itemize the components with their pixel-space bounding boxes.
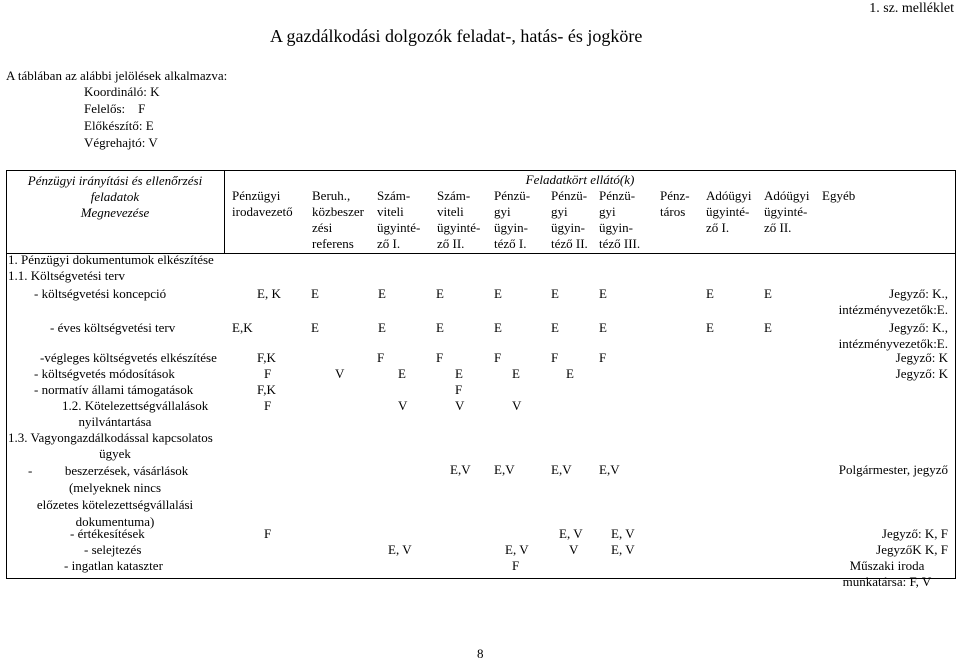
- table-cell: V: [512, 398, 522, 413]
- row-label: - értékesítések: [70, 526, 145, 541]
- table-cell: F,K: [257, 382, 276, 397]
- other-cell: Jegyző: K., intézményvezetők:E.: [838, 320, 948, 351]
- table-cell: F: [264, 526, 272, 541]
- other-cell: Műszaki iroda munkatársa: F, V: [842, 558, 932, 589]
- table-cell: E,V: [494, 462, 515, 477]
- column-header: Pénzü- gyi ügyin- téző III.: [599, 188, 641, 251]
- row-label: -végleges költségvetés elkészítése: [40, 350, 217, 365]
- table-cell: E, V: [611, 542, 635, 557]
- table-cell: E: [512, 366, 520, 381]
- row-label: - normatív állami támogatások: [34, 382, 194, 397]
- table-cell: E: [311, 286, 319, 301]
- column-header: Pénzü- gyi ügyin- téző I.: [494, 188, 531, 251]
- table-cell: F,K: [257, 350, 276, 365]
- table-cell: E, V: [388, 542, 412, 557]
- row-label: - költségvetési koncepció: [34, 286, 167, 301]
- table-cell: E, V: [505, 542, 529, 557]
- table-cell: E: [311, 320, 319, 335]
- table-cell: E: [551, 286, 559, 301]
- table-cell: V: [335, 366, 345, 381]
- table-cell: E: [764, 286, 772, 301]
- table-cell: E: [436, 286, 444, 301]
- section-heading: 1. Pénzügyi dokumentumok elkészítése: [8, 252, 214, 267]
- other-cell: Polgármester, jegyző: [838, 462, 948, 477]
- table-cell: F: [599, 350, 607, 365]
- table-cell: E: [398, 366, 406, 381]
- row-label: - ingatlan kataszter: [64, 558, 163, 573]
- table-cell: V: [569, 542, 579, 557]
- legend-intro: A táblában az alábbi jelölések alkalmazva:: [6, 68, 228, 83]
- column-header: Beruh., közbeszer zési referens: [312, 188, 364, 251]
- column-header: Pénzügyi irodavezető: [232, 188, 293, 219]
- table-cell: E: [706, 320, 714, 335]
- other-cell: Jegyző: K: [895, 366, 948, 381]
- table-cell: F: [377, 350, 385, 365]
- table-cell: E, V: [611, 526, 635, 541]
- table-cell: E: [566, 366, 574, 381]
- table-cell: F: [494, 350, 502, 365]
- legend-item: Előkészítő: E: [84, 118, 154, 133]
- table-cell: V: [398, 398, 408, 413]
- row-label: 1.3. Vagyongazdálkodással kapcsolatos ügyek: [8, 430, 213, 461]
- table-cell: E,V: [551, 462, 572, 477]
- table-cell: E: [378, 320, 386, 335]
- row-label: - éves költségvetési terv: [50, 320, 176, 335]
- table-cell: E: [599, 286, 607, 301]
- table-cell: E: [599, 320, 607, 335]
- column-header: Szám- viteli ügyinté- ző II.: [437, 188, 481, 251]
- table-cell: E: [551, 320, 559, 335]
- section-heading: 1.1. Költségvetési terv: [8, 268, 125, 283]
- table-cell: E,V: [450, 462, 471, 477]
- column-header: Szám- viteli ügyinté- ző I.: [377, 188, 421, 251]
- table-cell: E,K: [232, 320, 253, 335]
- table-cell: F: [264, 398, 272, 413]
- other-cell: Jegyző: K, F: [881, 526, 948, 541]
- table-cell: E: [764, 320, 772, 335]
- column-header: Adóügyi ügyinté- ző I.: [706, 188, 752, 235]
- page-number: 8: [477, 646, 484, 661]
- table-cell: F: [264, 366, 272, 381]
- legend-item: Végrehajtó: V: [84, 135, 158, 150]
- row-label: - selejtezés: [84, 542, 142, 557]
- table-cell: F: [436, 350, 444, 365]
- annex-label: 1. sz. melléklet: [869, 1, 954, 16]
- table-cell: E: [378, 286, 386, 301]
- legend-item: Koordináló: K: [84, 84, 160, 99]
- column-header: Pénzü- gyi ügyin- téző II.: [551, 188, 588, 251]
- row-label: 1.2. Kötelezettségvállalások nyilvántartása: [62, 398, 209, 429]
- column-header: Adóügyi ügyinté- ző II.: [764, 188, 810, 235]
- page-title: A gazdálkodási dolgozók feladat-, hatás- és jogköre: [270, 26, 643, 46]
- table-cell: F: [512, 558, 520, 573]
- table-cell: E: [494, 320, 502, 335]
- other-cell: JegyzőK K, F: [876, 542, 948, 557]
- row-label: - költségvetés módosítások: [34, 366, 175, 381]
- table-cell: F: [455, 382, 463, 397]
- other-cell: Jegyző: K: [895, 350, 948, 365]
- table-cell: E: [494, 286, 502, 301]
- column-header: Pénz- táros: [660, 188, 690, 219]
- group-header: Feladatkört ellátó(k): [525, 172, 635, 187]
- column-header: Egyéb: [822, 188, 856, 203]
- table-cell: E: [436, 320, 444, 335]
- table-cell: E, V: [559, 526, 583, 541]
- table-cell: E, K: [257, 286, 281, 301]
- table-cell: V: [455, 398, 465, 413]
- table-cell: E: [455, 366, 463, 381]
- legend-item: Felelős: F: [84, 101, 146, 116]
- table-cell: F: [551, 350, 559, 365]
- task-header: Pénzügyi irányítási és ellenőrzési feladatok Megnevezése: [27, 173, 203, 220]
- table-cell: E,V: [599, 462, 620, 477]
- other-cell: Jegyző: K., intézményvezetők:E.: [838, 286, 948, 317]
- table-cell: E: [706, 286, 714, 301]
- row-label: - beszerzések, vásárlások (melyeknek nincs előzetes kötelezettségvállalási dokumentuma): [28, 463, 194, 529]
